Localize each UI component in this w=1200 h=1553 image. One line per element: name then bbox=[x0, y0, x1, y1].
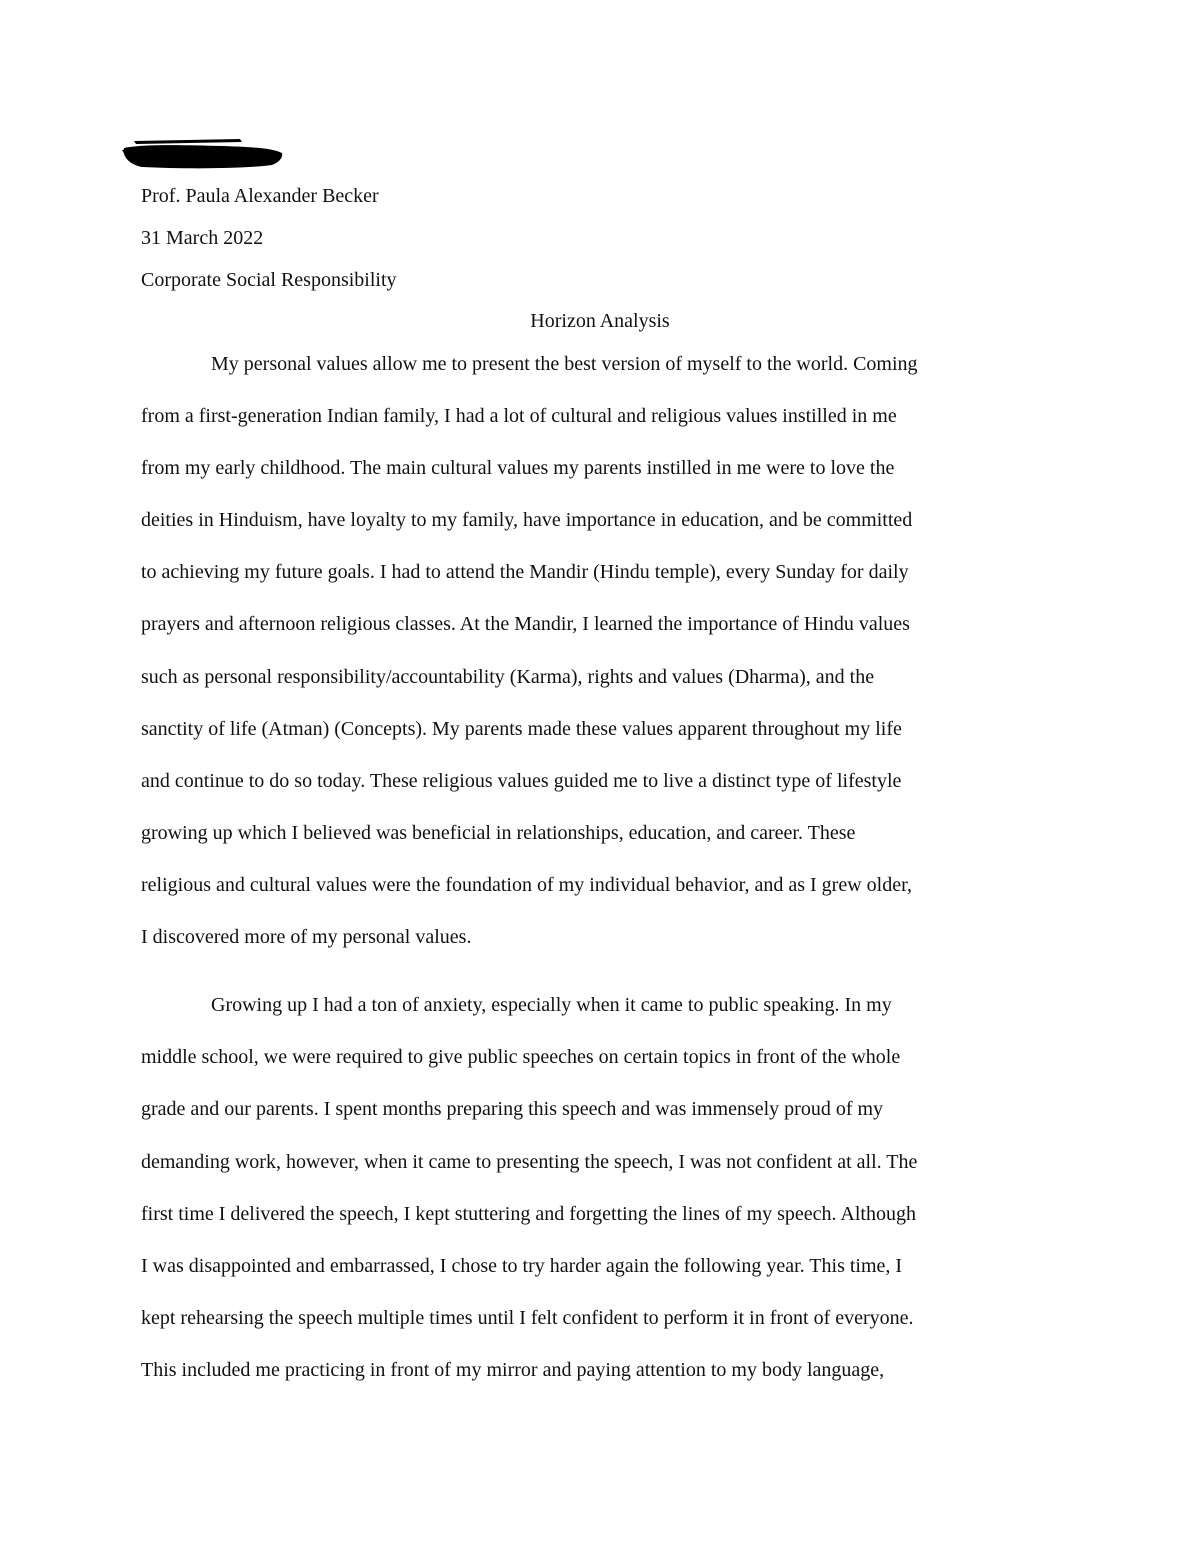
professor-name: Prof. Paula Alexander Becker bbox=[141, 185, 379, 207]
paragraph-line: from my early childhood. The main cultural values my parents instilled in me were to love the bbox=[141, 457, 895, 479]
paragraph-line: demanding work, however, when it came to presenting the speech, I was not confident at all. The bbox=[141, 1151, 918, 1173]
paragraph-line: I discovered more of my personal values. bbox=[141, 926, 472, 948]
paragraph-line: prayers and afternoon religious classes. At the Mandir, I learned the importance of Hindu values bbox=[141, 613, 910, 635]
paragraph-line: religious and cultural values were the foundation of my individual behavior, and as I grew older, bbox=[141, 874, 912, 896]
paragraph-line: from a first-generation Indian family, I had a lot of cultural and religious values instilled in me bbox=[141, 405, 897, 427]
paragraph-line: My personal values allow me to present the best version of myself to the world. Coming bbox=[211, 353, 918, 375]
paragraph-line: kept rehearsing the speech multiple times until I felt confident to perform it in front of everyone. bbox=[141, 1307, 914, 1329]
course-name: Corporate Social Responsibility bbox=[141, 269, 397, 291]
paragraph-line: and continue to do so today. These religious values guided me to live a distinct type of lifestyle bbox=[141, 770, 902, 792]
essay-title: Horizon Analysis bbox=[530, 310, 670, 332]
paragraph-line: This included me practicing in front of my mirror and paying attention to my body language, bbox=[141, 1359, 885, 1381]
paragraph-line: Growing up I had a ton of anxiety, especially when it came to public speaking. In my bbox=[211, 994, 892, 1016]
paragraph-line: to achieving my future goals. I had to attend the Mandir (Hindu temple), every Sunday for daily bbox=[141, 561, 909, 583]
paragraph-line: sanctity of life (Atman) (Concepts). My parents made these values apparent throughout my life bbox=[141, 718, 902, 740]
redaction-mark bbox=[122, 136, 284, 170]
paragraph-line: grade and our parents. I spent months preparing this speech and was immensely proud of my bbox=[141, 1098, 884, 1120]
paragraph-line: I was disappointed and embarrassed, I chose to try harder again the following year. This time, I bbox=[141, 1255, 903, 1277]
essay-date: 31 March 2022 bbox=[141, 227, 264, 249]
paragraph-line: growing up which I believed was beneficial in relationships, education, and career. These bbox=[141, 822, 856, 844]
paragraph-line: first time I delivered the speech, I kept stuttering and forgetting the lines of my speech. Although bbox=[141, 1203, 916, 1225]
paragraph-line: deities in Hinduism, have loyalty to my family, have importance in education, and be committed bbox=[141, 509, 913, 531]
paragraph-line: middle school, we were required to give public speeches on certain topics in front of the whole bbox=[141, 1046, 901, 1068]
paragraph-line: such as personal responsibility/accountability (Karma), rights and values (Dharma), and the bbox=[141, 666, 875, 688]
